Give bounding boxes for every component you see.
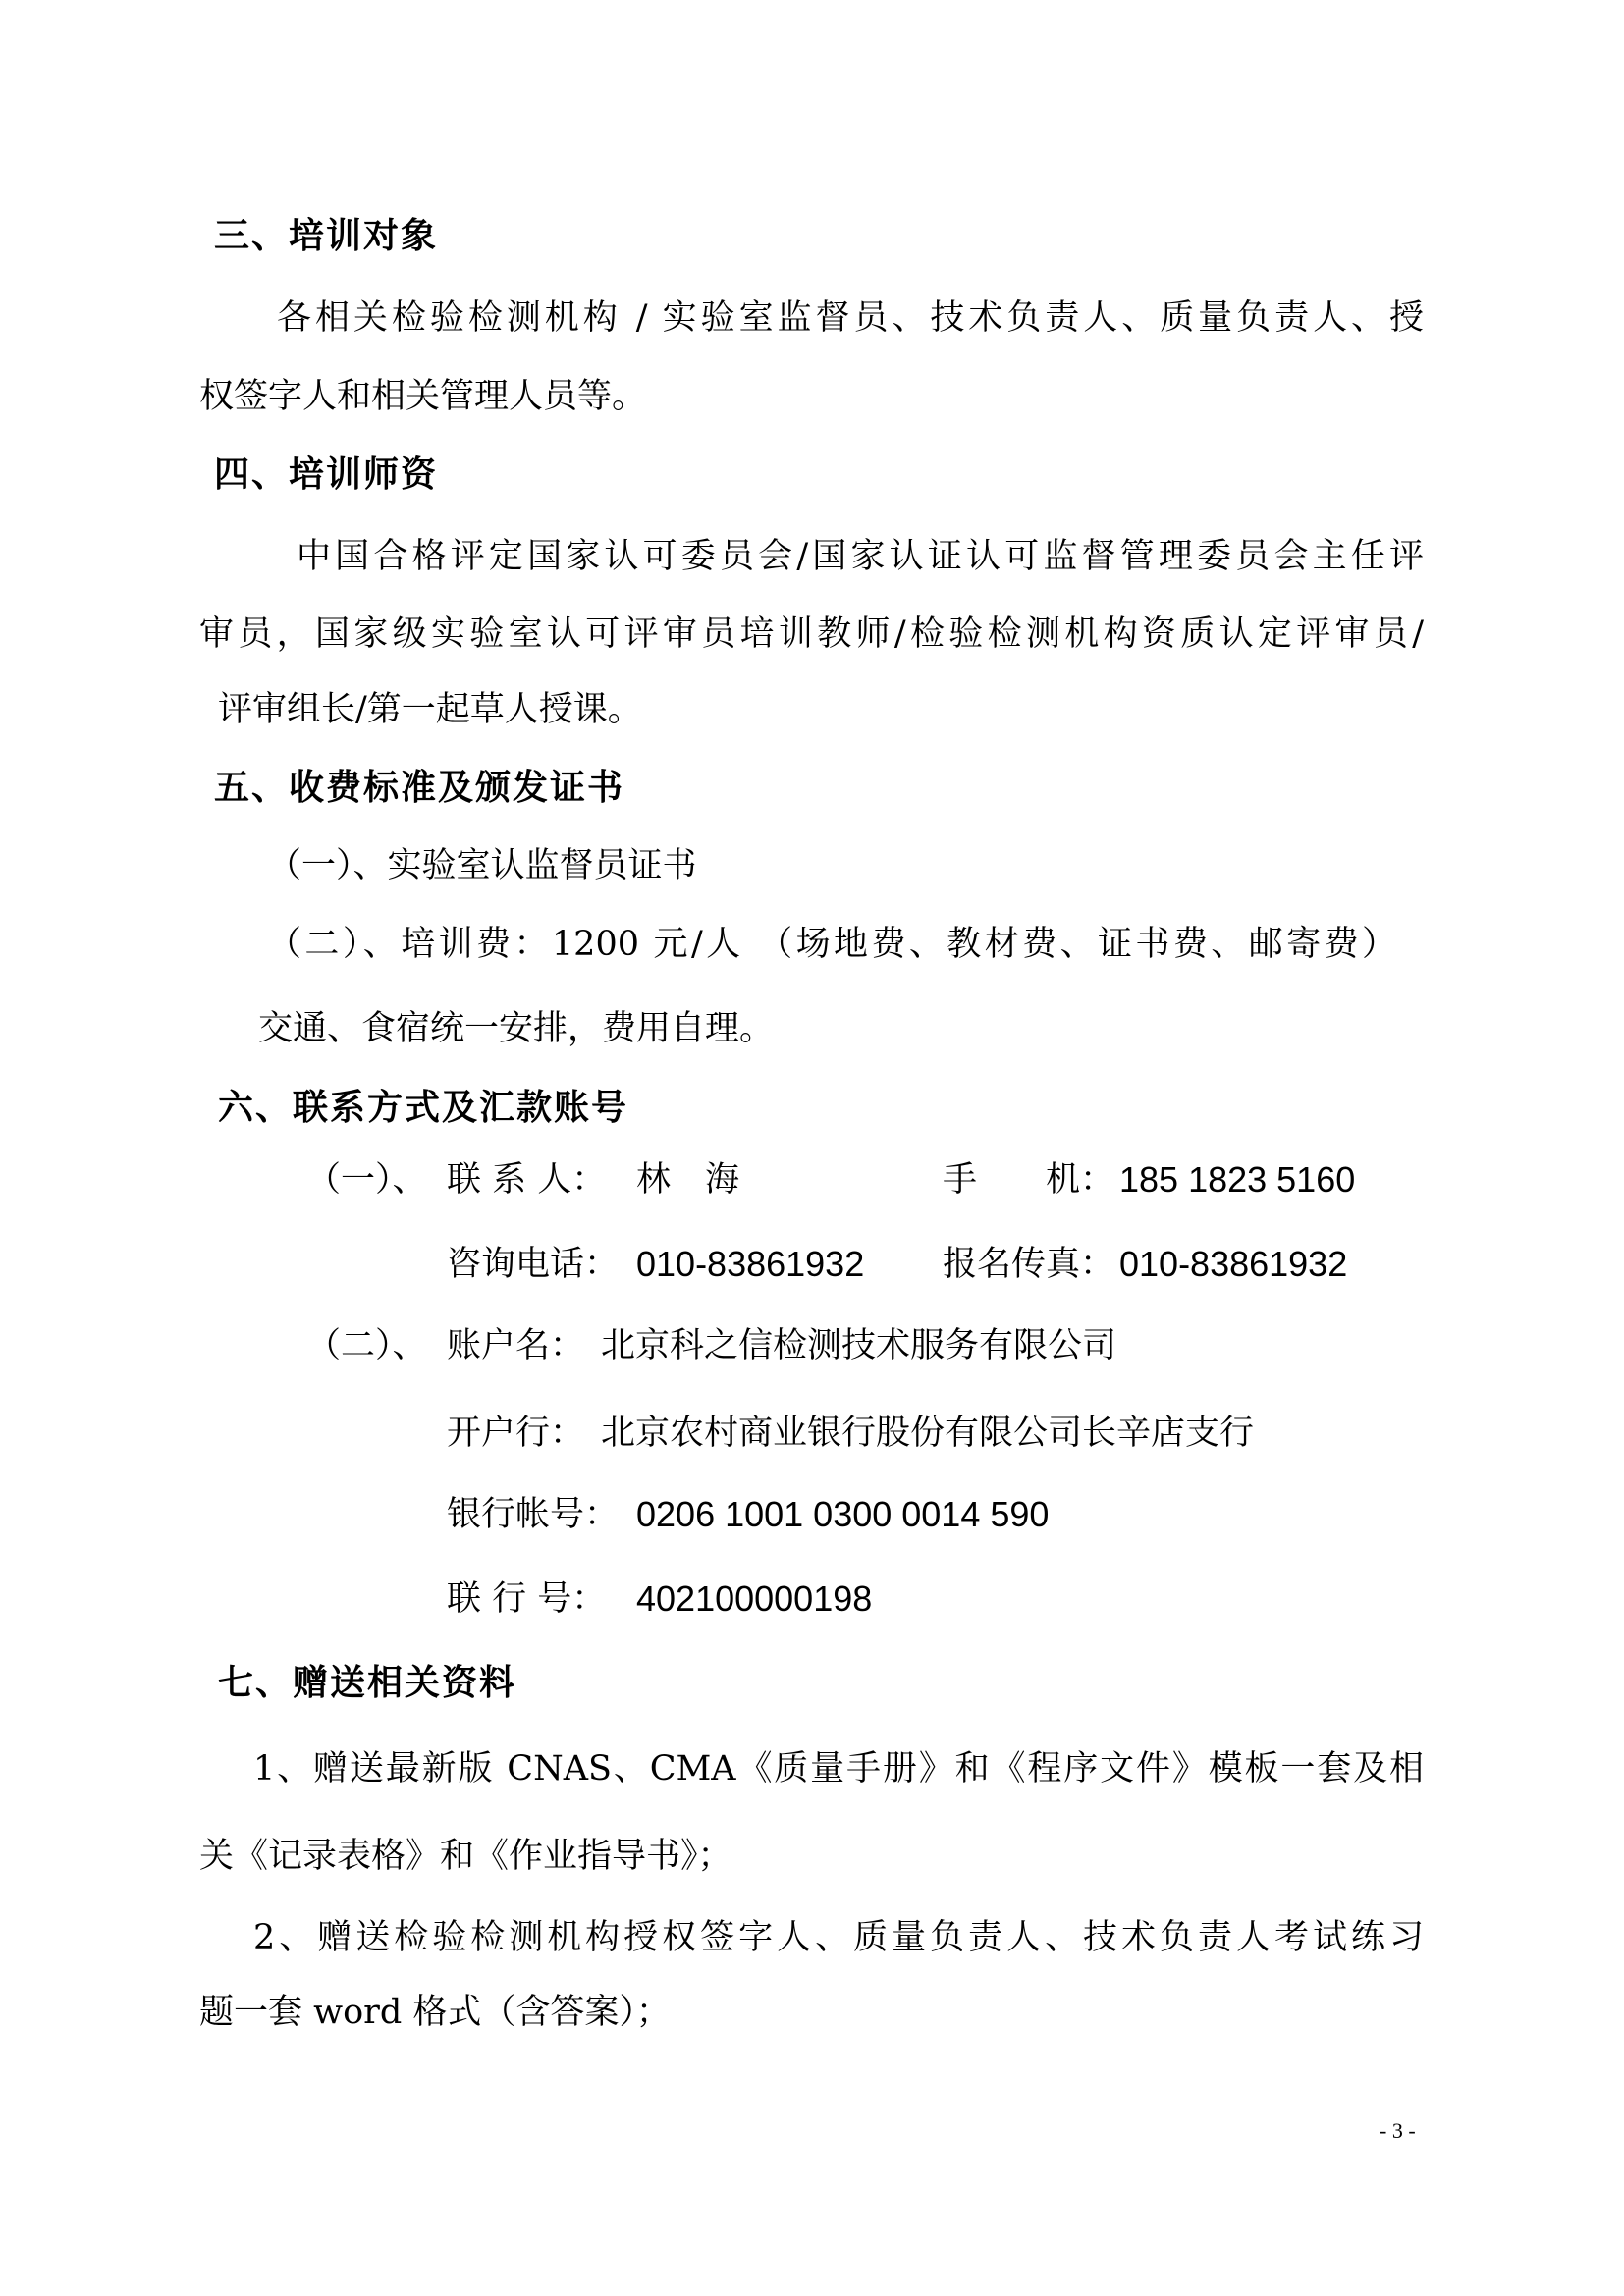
material-item-1: 1、赠送最新版 CNAS、CMA《质量手册》和《程序文件》模板一套及相 [253, 1749, 1424, 1789]
account-name-value: 北京科之信检测技术服务有限公司 [601, 1326, 1117, 1365]
account-prefix: （二）、 [306, 1326, 427, 1365]
material-item-2-cont: 题一套 word 格式（含答案）； [199, 1993, 671, 2032]
routing-number-label: 联 行 号： [447, 1579, 607, 1619]
fax-value: 010-83861932 [1119, 1244, 1348, 1284]
material-item-1-cont: 关《记录表格》和《作业指导书》； [199, 1837, 732, 1876]
paragraph-line: 中国合格评定国家认可委员会/国家认证认可监督管理委员会主任评 [297, 537, 1424, 576]
contact-person-label: 联 系 人： [447, 1160, 607, 1200]
routing-number-value: 402100000198 [636, 1578, 873, 1619]
material-item-2: 2、赠送检验检测机构授权签字人、质量负责人、技术负责人考试练习 [253, 1918, 1424, 1957]
section-heading-fees-certificate: 五、收费标准及颁发证书 [214, 768, 625, 808]
section-heading-instructors: 四、培训师资 [214, 454, 439, 495]
paragraph-line: 各相关检验检测机构 / 实验室监督员、技术负责人、质量负责人、授 [277, 298, 1424, 338]
bank-label: 开户行： [447, 1414, 585, 1453]
fax-label: 报名传真： [943, 1245, 1115, 1284]
phone-label: 咨询电话： [447, 1245, 620, 1284]
section-heading-complimentary-materials: 七、赠送相关资料 [218, 1663, 517, 1703]
phone-value: 010-83861932 [636, 1244, 865, 1284]
account-number-label: 银行帐号： [447, 1495, 620, 1534]
section-heading-contact-account: 六、联系方式及汇款账号 [218, 1088, 629, 1128]
bank-row [0, 1409, 1624, 1458]
fee-item-training-fee: （二）、培训费：1200 元/人 （场地费、教材费、证书费、邮寄费） [267, 925, 1396, 964]
account-number-row [0, 1490, 1624, 1539]
paragraph-line: 审员，国家级实验室认可评审员培训教师/检验检测机构资质认定评审员/ [199, 614, 1424, 654]
contact-prefix: （一）、 [306, 1160, 427, 1200]
paragraph-line: 评审组长/第一起草人授课。 [218, 690, 642, 729]
fee-item-certificate: （一）、实验室认监督员证书 [267, 846, 697, 885]
mobile-value: 185 1823 5160 [1119, 1159, 1356, 1200]
section-heading-training-targets: 三、培训对象 [214, 216, 439, 256]
account-name-row [0, 1321, 1624, 1370]
bank-value: 北京农村商业银行股份有限公司长辛店支行 [601, 1414, 1255, 1453]
contact-row-2 [0, 1240, 1624, 1289]
page-number: - 3 - [1380, 2118, 1416, 2143]
account-name-label: 账户名： [447, 1326, 585, 1365]
paragraph-line: 权签字人和相关管理人员等。 [199, 377, 647, 416]
mobile-label: 手 机： [943, 1160, 1115, 1200]
fee-item-note: 交通、食宿统一安排，费用自理。 [258, 1009, 775, 1048]
routing-number-row [0, 1575, 1624, 1624]
contact-person-value: 林 海 [636, 1160, 740, 1200]
account-number-value: 0206 1001 0300 0014 590 [636, 1494, 1050, 1534]
contact-row-1 [0, 1155, 1624, 1204]
